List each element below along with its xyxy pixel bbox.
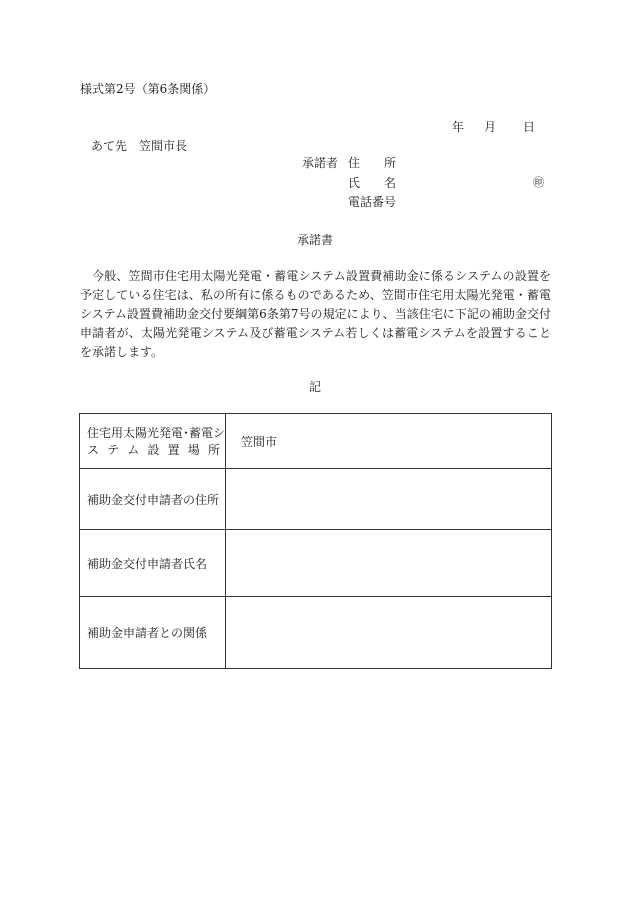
table-row-applicant-address <box>80 469 552 530</box>
relationship-value[interactable] <box>226 597 552 669</box>
label-char: ス <box>87 443 100 457</box>
addressee: あて先 笠間市長 <box>91 139 188 153</box>
document-title: 承諾書 <box>296 233 333 247</box>
installation-location-label-line2 <box>87 441 225 458</box>
approver-label: 承諾者 <box>302 156 339 170</box>
label-char: テ <box>107 443 120 457</box>
label-char: 設 <box>147 443 160 457</box>
date-month-label: 月 <box>484 120 497 134</box>
label-char: 場 <box>187 443 200 457</box>
table-row-relationship <box>80 597 552 669</box>
date-year-label: 年 <box>452 120 465 134</box>
label-char: ム <box>127 443 140 457</box>
applicant-name-value[interactable] <box>226 530 552 597</box>
relationship-label: 補助金申請者との関係 <box>80 597 226 669</box>
applicant-name-label: 補助金交付申請者氏名 <box>80 530 226 597</box>
form-number-label: 様式第2号（第6条関係） <box>80 82 216 96</box>
table-row-installation-location <box>80 414 552 469</box>
installation-location-label-line1: 住宅用太陽光発電･蓄電シ <box>87 426 226 440</box>
ki-heading: 記 <box>308 380 321 394</box>
date-day-label: 日 <box>523 120 536 134</box>
details-table <box>79 413 552 669</box>
applicant-address-label: 補助金交付申請者の住所 <box>80 469 226 530</box>
approver-name-label: 氏 名 <box>348 176 397 190</box>
consent-body-text: 今般、笠間市住宅用太陽光発電・蓄電システム設置費補助金に係るシステムの設置を予定している住宅は、私の所有に係るものであるため、笠間市住宅用太陽光発電・蓄電システム設置費補助金交付要綱第6条第7号の規定により、当該住宅に下記の補助金交付申請者が、太陽光発電システム及び蓄電システム若しくは蓄電システムを設置することを承諾します。 <box>80 269 551 359</box>
label-char: 所 <box>207 443 220 457</box>
approver-phone-label: 電話番号 <box>348 195 397 209</box>
installation-location-value[interactable]: 笠間市 <box>226 414 552 469</box>
seal-mark: ㊞ <box>533 176 544 189</box>
table-row-applicant-name <box>80 530 552 597</box>
label-char: 置 <box>167 443 180 457</box>
installation-location-label <box>80 414 226 469</box>
approver-address-label: 住 所 <box>348 156 397 170</box>
applicant-address-value[interactable] <box>226 469 552 530</box>
